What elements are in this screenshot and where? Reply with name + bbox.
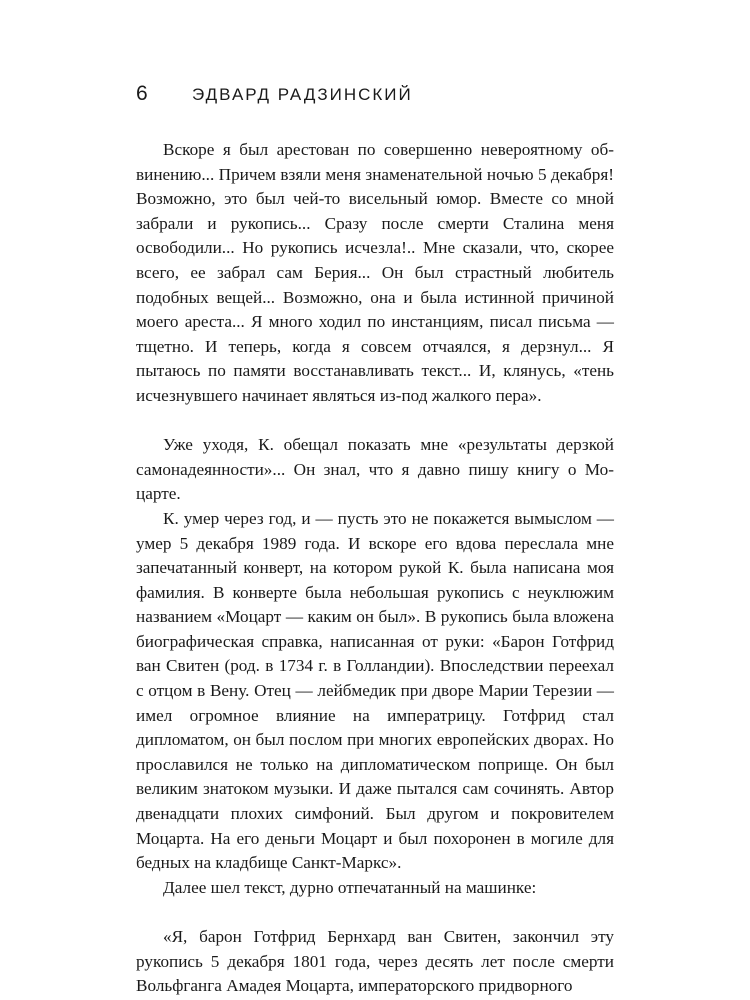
paragraph-envelope: К. умер через год, и — пусть это не покажется вымыслом — умер 5 декабря 1989 года. И вскоре его вдова переслала мне запечатанный конверт, на котором рукой К. была написана моя фамилия. В конверте была небольшая рукопись с неуклюжим названием «Моцарт — каким он был». В рукопись была вложена биографическая справка, написанная от руки: «Барон Готфрид ван Свитен (род. в 1734 г. в Голландии). Впоследствии переехал с отцом в Вену. Отец — лейбмедик при дворе Марии Терезии — имел огромное влияние на императрицу. Готфрид стал дипломатом, он был послом при многих европейских дворах. Но прославился не только на дипломатическом поприще. Он был великим знатоком музыки. И даже пытался сам сочинять. Автор двенадцати плохих симфоний. Был другом и покровителем Моцарта. На его деньги Моцарт и был похоронен в могиле для бедных на кладбище Санкт-Маркс». bbox=[136, 508, 614, 873]
paragraph-arrest: Вскоре я был арестован по совершенно невероятному обвинению... Причем взяли меня знаменательной ночью 5 декабря! Возможно, это был чей-то висельный юмор. Вместе со мной забрали и рукопись... Сразу после смерти Сталина меня освободили... Но рукопись исчезла!.. Мне сказали, что, скорее всего, ее забрал сам Берия... Он был страстный любитель подобных вещей... Возможно, она и была истинной причиной моего ареста... Я много ходил по инстанциям, писал письма — тщетно. И теперь, когда я совсем отчаялся, я дерзнул... Я пытаюсь по памяти восстанавливать текст... И, клянусь, «тень исчезнувшего начинает являться из-под жалкого пера». bbox=[136, 140, 614, 405]
paragraph-leaving: Уже уходя, К. обещал показать мне «результаты дерзкой самонадеянности»... Он знал, что я давно пишу книгу о Моцарте. bbox=[136, 435, 614, 504]
page-number: 6 bbox=[136, 82, 148, 105]
book-page bbox=[136, 82, 614, 999]
paragraph-typed-text: Далее шел текст, дурно отпечатанный на машинке: bbox=[163, 877, 537, 897]
running-title: ЭДВАРД РАДЗИНСКИЙ bbox=[192, 85, 413, 104]
body-text bbox=[136, 138, 614, 999]
paragraph-manuscript-start: «Я, барон Готфрид Бернхард ван Свитен, закончил эту рукопись 5 декабря 1801 года, через десять лет после смерти Вольфганга Амадея Моцарта, императорского придворного bbox=[136, 927, 614, 996]
running-head bbox=[136, 82, 614, 112]
